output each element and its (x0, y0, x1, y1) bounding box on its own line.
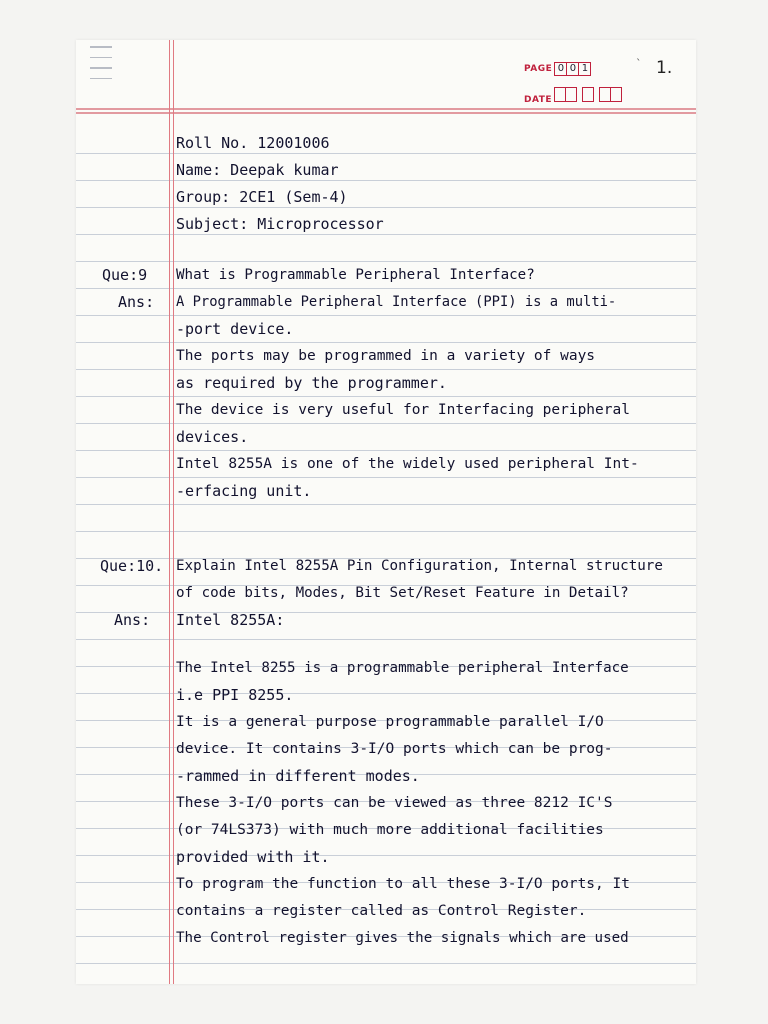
answer-10-line: contains a register called as Control Register. (176, 903, 587, 919)
date-label: DATE (524, 95, 553, 105)
answer-10-line: It is a general purpose programmable parallel I/O (176, 714, 604, 730)
check-mark: ˋ (636, 57, 642, 70)
page-digit: 0 (566, 62, 579, 76)
margin-line-left-double (173, 40, 174, 984)
question-9-text: What is Programmable Peripheral Interface? (176, 267, 535, 283)
answer-9-line: The ports may be programmed in a variety of ways (176, 348, 596, 364)
answer-10-label: Ans: (114, 611, 151, 629)
date-cell (582, 87, 594, 102)
question-10-text: Explain Intel 8255A Pin Configuration, Internal structure (176, 558, 663, 574)
answer-9-line: A Programmable Peripheral Interface (PPI) is a multi- (176, 294, 617, 310)
subject: Subject: Microprocessor (176, 215, 384, 233)
answer-10-line: To program the function to all these 3-I/O ports, It (176, 876, 630, 892)
date-cell (565, 87, 577, 102)
page-label: PAGE (524, 64, 553, 74)
answer-10-line: device. It contains 3-I/O ports which can be prog- (176, 741, 613, 757)
margin-line-left (169, 40, 170, 984)
answer-9-line: as required by the programmer. (176, 374, 447, 392)
answer-9-line: -port device. (176, 320, 294, 338)
page-number: 1. (656, 58, 673, 78)
answer-10-heading: Intel 8255A: (176, 611, 285, 629)
answer-9-line: The device is very useful for Interfacing peripheral (176, 402, 630, 418)
answer-9-line: -erfacing unit. (176, 482, 312, 500)
group: Group: 2CE1 (Sem-4) (176, 188, 348, 206)
question-10-text: of code bits, Modes, Bit Set/Reset Feature in Detail? (176, 585, 629, 601)
answer-10-line: The Control register gives the signals which are used (176, 930, 629, 946)
answer-9-line: devices. (176, 428, 249, 446)
question-9-label: Que:9 (102, 266, 148, 284)
answer-10-line: -rammed in different modes. (176, 767, 420, 785)
roll-number: Roll No. 12001006 (176, 134, 330, 152)
binding-marks (90, 46, 112, 88)
answer-9-line: Intel 8255A is one of the widely used peripheral Int- (176, 456, 639, 472)
student-name: Name: Deepak kumar (176, 161, 339, 179)
page-stamp (524, 62, 591, 76)
date-stamp (524, 87, 622, 105)
answer-10-line: (or 74LS373) with much more additional facilities (176, 822, 604, 838)
page-digit: 1 (578, 62, 591, 76)
answer-10-line: The Intel 8255 is a programmable peripheral Interface (176, 660, 629, 676)
answer-10-line: These 3-I/O ports can be viewed as three 8212 IC'S (176, 795, 613, 811)
answer-9-label: Ans: (118, 293, 155, 311)
page-digit: 0 (554, 62, 567, 76)
question-10-label: Que:10. (100, 557, 164, 575)
notebook-page (76, 40, 696, 984)
date-cell (610, 87, 622, 102)
answer-10-line: provided with it. (176, 848, 330, 866)
answer-10-line: i.e PPI 8255. (176, 686, 294, 704)
